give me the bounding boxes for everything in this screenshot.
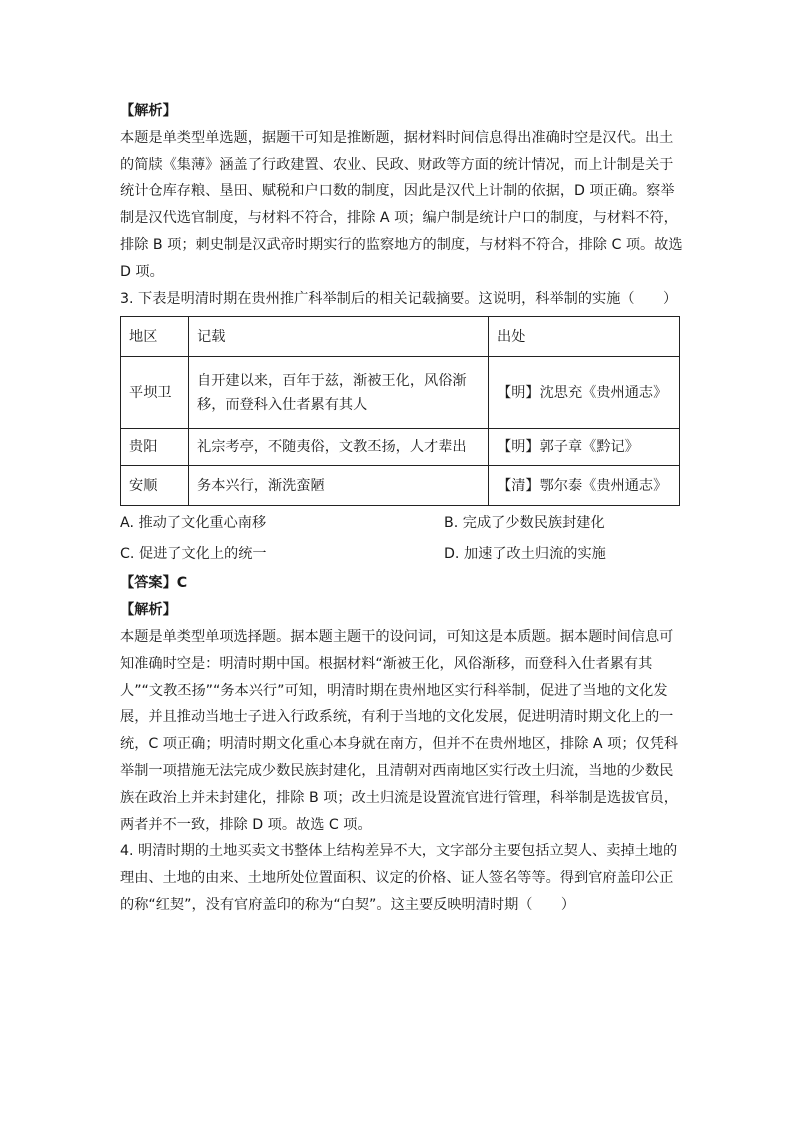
- table-row: [121, 357, 680, 429]
- analysis-line: 排除 B 项；刺史制是汉武帝时期实行的监察地方的制度，与材料不符合，排除 C 项。故选: [120, 236, 683, 253]
- table-row: [121, 429, 680, 466]
- option-d: D. 加速了改土归流的实施: [444, 546, 606, 563]
- record-line: 务本兴行，渐洗蛮陋: [197, 477, 325, 494]
- option-b: B. 完成了少数民族封建化: [444, 515, 605, 532]
- analysis-line: 本题是单类型单项选择题。据本题主题干的设问词，可知这是本质题。据本题时间信息可: [120, 628, 674, 645]
- option-a: A. 推动了文化重心南移: [120, 515, 267, 532]
- record-cell: [189, 466, 489, 506]
- question-stem: 3. 下表是明清时期在贵州推广科举制后的相关记载摘要。这说明，科举制的实施（ ）: [120, 290, 678, 307]
- analysis-line: 本题是单类型单选题，据题干可知是推断题，据材料时间信息得出准确时空是汉代。出土: [120, 129, 674, 146]
- analysis-heading: 【解析】: [120, 103, 177, 119]
- table-header-row: [121, 317, 680, 357]
- analysis-line: 统，C 项正确；明清时期文化重心本身就在南方，但并不在贵州地区，排除 A 项；仅凭科: [120, 736, 679, 753]
- analysis-line: 的简牍《集薄》涵盖了行政建置、农业、民政、财政等方面的统计情况，而上计制是关于: [120, 156, 674, 173]
- table-header-cell: 记载: [189, 317, 489, 357]
- analysis-line: 人”“文教丕扬”“务本兴行”可知，明清时期在贵州地区实行科举制，促进了当地的文化发: [120, 682, 668, 699]
- region-cell: 贵阳: [121, 429, 189, 466]
- analysis-line: 展，并且推动当地士子进入行政系统，有利于当地的文化发展，促进明清时期文化上的一: [120, 709, 674, 726]
- question-stem: 的称“红契”，没有官府盖印的称为“白契”。这主要反映明清时期（ ）: [120, 896, 576, 913]
- records-table: [120, 316, 680, 506]
- option-c: C. 促进了文化上的统一: [120, 546, 267, 563]
- answer-label: 【答案】C: [120, 575, 188, 592]
- analysis-line: 知准确时空是：明清时期中国。根据材料“渐被王化，风俗渐移，而登科入仕者累有其: [120, 655, 653, 672]
- answer-options: [120, 508, 680, 570]
- analysis-line: 两者并不一致，排除 D 项。故选 C 项。: [120, 816, 372, 833]
- analysis-line: 举制一项措施无法完成少数民族封建化，且清朝对西南地区实行改土归流，当地的少数民: [120, 762, 674, 779]
- record-line: 移，而登科入仕者累有其人: [197, 396, 368, 413]
- analysis-line: 制是汉代选官制度，与材料不符合，排除 A 项；编户制是统计户口的制度，与材料不符，: [120, 210, 678, 227]
- document-page: [120, 98, 683, 919]
- analysis-heading: 【解析】: [120, 602, 177, 619]
- source-cell: 【明】沈思充《贵州通志》: [489, 357, 680, 429]
- record-line: 礼宗考亭，不随夷俗，文教丕扬，人才辈出: [197, 439, 467, 456]
- record-cell: [189, 429, 489, 466]
- analysis-line: D 项。: [120, 263, 164, 280]
- table-header-cell: 出处: [489, 317, 680, 357]
- table-header-cell: 地区: [121, 317, 189, 357]
- source-cell: 【清】鄂尔泰《贵州通志》: [489, 466, 680, 506]
- region-cell: 安顺: [121, 466, 189, 506]
- region-cell: 平坝卫: [121, 357, 189, 429]
- question-stem: 4. 明清时期的土地买卖文书整体上结构差异不大，文字部分主要包括立契人、卖掉土地的: [120, 843, 678, 860]
- analysis-line: 统计仓库存粮、垦田、赋税和户口数的制度，因此是汉代上计制的依据，D 项正确。察举: [120, 183, 675, 200]
- record-cell: [189, 357, 489, 429]
- analysis-line: 族在政治上并未封建化，排除 B 项；改土归流是设置流官进行管理，科举制是选拔官员，: [120, 789, 678, 806]
- table-row: [121, 466, 680, 506]
- record-line: 自开建以来，百年于兹，渐被王化，风俗渐: [197, 372, 467, 389]
- source-cell: 【明】郭子章《黔记》: [489, 429, 680, 466]
- question-stem: 理由、土地的由来、土地所处位置面积、议定的价格、证人签名等等。得到官府盖印公正: [120, 870, 674, 887]
